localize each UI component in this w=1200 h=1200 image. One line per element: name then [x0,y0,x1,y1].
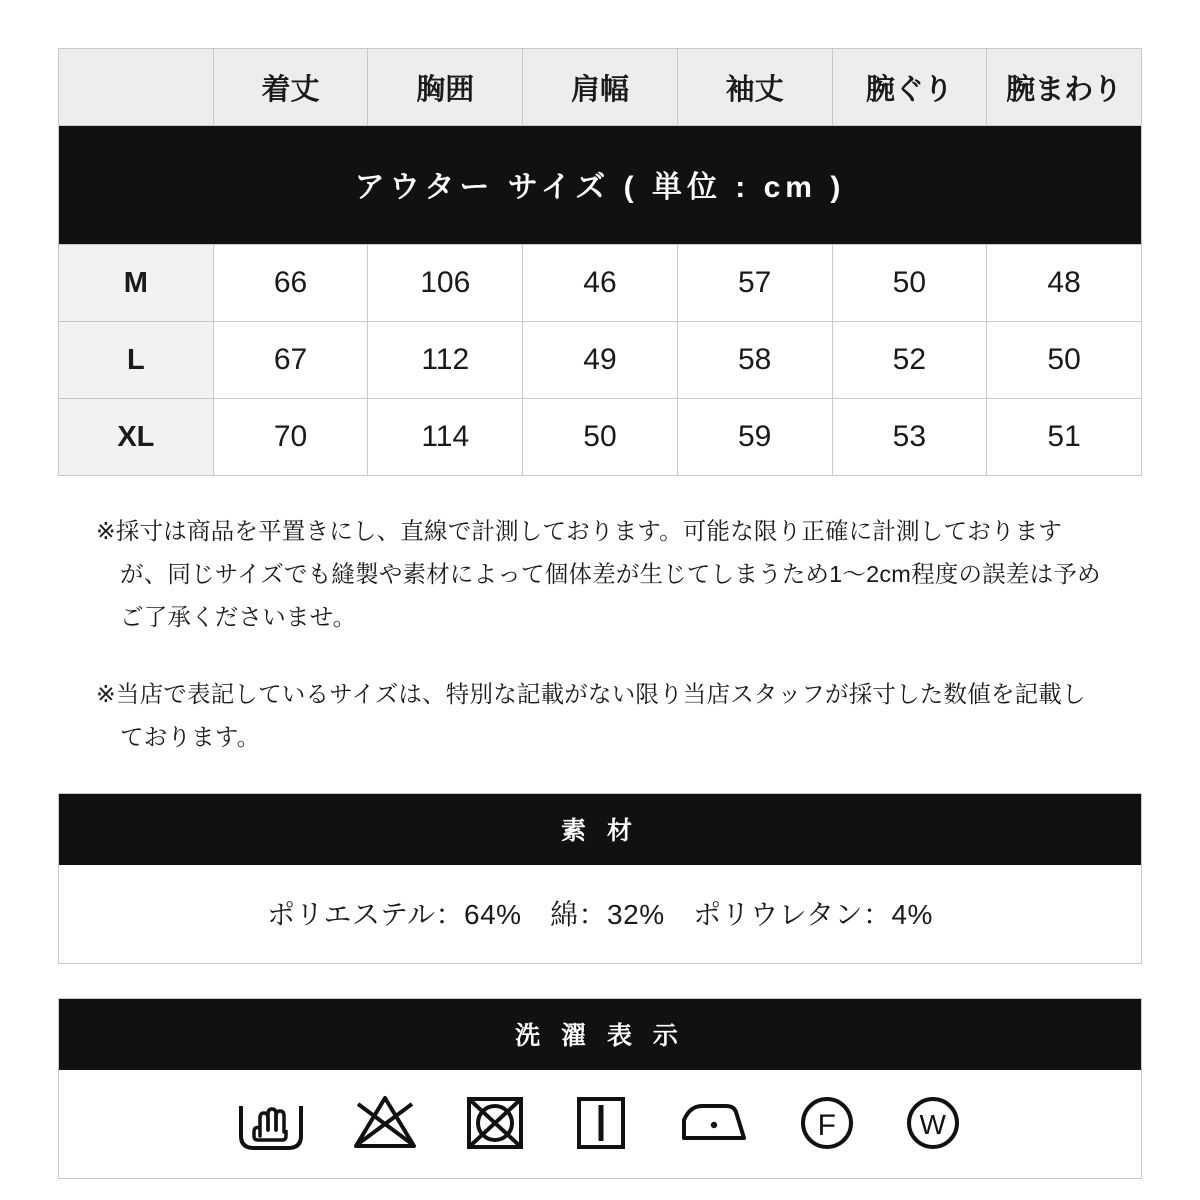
no-bleach-icon [350,1092,420,1154]
no-tumble-dry-icon [464,1092,526,1154]
cell-l-length: 67 [213,322,368,399]
note-staff-measured: ※当店で表記しているサイズは、特別な記載がない限り当店スタッフが採寸した数値を記載しております。 [96,681,1086,750]
cell-xl-chest: 114 [368,399,523,476]
svg-text:W: W [919,1109,947,1140]
cell-m-shoulder: 46 [523,245,678,322]
hand-wash-icon [236,1092,306,1154]
wash-care-header: 洗 濯 表 示 [59,999,1141,1070]
cell-l-sleeve: 58 [677,322,832,399]
wash-care-icon-row [59,1092,1141,1154]
cell-l-chest: 112 [368,322,523,399]
size-table [58,48,1142,476]
cell-xl-shoulder: 50 [523,399,678,476]
column-header-shoulder: 肩幅 [523,49,678,126]
cell-m-length: 66 [213,245,368,322]
iron-low-icon [676,1092,752,1154]
cell-l-armhole: 52 [832,322,987,399]
cell-l-shoulder: 49 [523,322,678,399]
dry-clean-f-icon [796,1092,858,1154]
cell-m-sleeve: 57 [677,245,832,322]
cell-l-arm-circumference: 50 [987,322,1142,399]
size-table-title: アウター サイズ ( 単位 : cm ) [59,126,1142,245]
note-measurement-tolerance: ※採寸は商品を平置きにし、直線で計測しております。可能な限り正確に計測しておりますが、同じサイズでも縫製や素材によって個体差が生じてしまうため1〜2cm程度の誤差は予めご了承くださいませ。 [96,518,1101,630]
table-row [59,245,1142,322]
wash-care-body [59,1070,1141,1178]
cell-m-chest: 106 [368,245,523,322]
column-header-sleeve: 袖丈 [677,49,832,126]
row-header-size-l: L [59,322,214,399]
row-header-size-xl: XL [59,399,214,476]
table-row [59,399,1142,476]
measurement-notes [58,510,1142,759]
material-header: 素 材 [59,794,1141,865]
column-header-chest: 胸囲 [368,49,523,126]
cell-xl-length: 70 [213,399,368,476]
column-header-arm-circumference: 腕まわり [987,49,1142,126]
wash-care-panel [58,998,1142,1179]
size-table-header-row [59,49,1142,126]
svg-text:F: F [817,1109,837,1142]
size-table-corner-cell [59,49,214,126]
cell-xl-sleeve: 59 [677,399,832,476]
cell-xl-arm-circumference: 51 [987,399,1142,476]
table-row [59,322,1142,399]
column-header-armhole: 腕ぐり [832,49,987,126]
material-panel [58,793,1142,964]
cell-m-arm-circumference: 48 [987,245,1142,322]
wet-clean-w-icon [902,1092,964,1154]
material-text: ポリエステル：64% 綿：32% ポリウレタン：4% [59,865,1141,963]
drip-dry-line-icon [570,1092,632,1154]
column-header-length: 着丈 [213,49,368,126]
cell-m-armhole: 50 [832,245,987,322]
size-table-title-row [59,126,1142,245]
row-header-size-m: M [59,245,214,322]
cell-xl-armhole: 53 [832,399,987,476]
